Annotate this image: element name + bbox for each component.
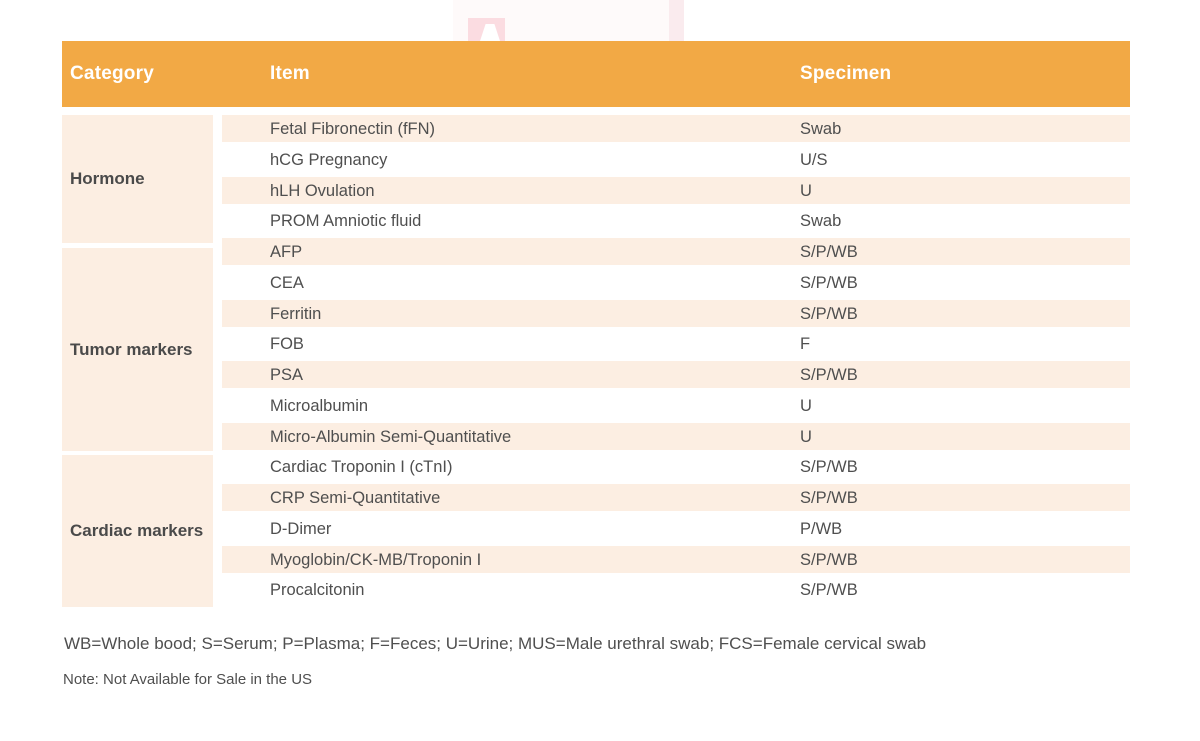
sale-note: Note: Not Available for Sale in the US — [63, 671, 313, 688]
table-row — [222, 361, 1130, 392]
pink-strip — [669, 0, 684, 41]
category-cell-hormone — [62, 115, 213, 243]
table-row — [222, 300, 1130, 331]
specimen-cell: S/P/WB — [800, 243, 858, 261]
table-row — [222, 515, 1130, 546]
item-cell: Microalbumin — [270, 396, 369, 415]
item-cell: Cardiac Troponin I (cTnI) — [270, 458, 453, 477]
item-cell: hCG Pregnancy — [270, 150, 388, 169]
category-cell-tumor-markers — [62, 248, 213, 451]
table-row — [222, 392, 1130, 423]
table-row — [222, 546, 1130, 577]
pink-box — [468, 18, 505, 41]
table-row — [222, 177, 1130, 208]
table-header-row — [62, 41, 1130, 107]
table-row — [222, 207, 1130, 238]
specimen-cell: S/P/WB — [800, 304, 858, 323]
specimen-cell: U/S — [800, 150, 828, 169]
specimen-cell: S/P/WB — [800, 366, 858, 384]
item-cell: Fetal Fibronectin (fFN) — [270, 120, 436, 138]
header-item: Item — [270, 63, 310, 84]
specimen-cell: S/P/WB — [800, 273, 858, 292]
item-cell: PSA — [270, 366, 304, 384]
category-label: Tumor markers — [70, 339, 193, 359]
table-row — [222, 115, 1130, 146]
table-row — [222, 423, 1130, 454]
table-row — [222, 453, 1130, 484]
table-row — [222, 269, 1130, 300]
item-cell: hLH Ovulation — [270, 181, 375, 200]
specimen-cell: P/WB — [800, 519, 843, 538]
table-row — [222, 238, 1130, 269]
header-category: Category — [70, 63, 154, 84]
item-cell: PROM Amniotic fluid — [270, 212, 422, 231]
item-cell: CRP Semi-Quantitative — [270, 489, 441, 507]
specimen-cell: S/P/WB — [800, 489, 858, 507]
item-cell: FOB — [270, 335, 304, 354]
item-cell: CEA — [270, 273, 304, 292]
header-specimen: Specimen — [800, 63, 892, 84]
item-cell: Myoglobin/CK-MB/Troponin I — [270, 550, 482, 569]
table-row — [222, 146, 1130, 177]
category-cell-cardiac-markers — [62, 455, 213, 607]
specimen-cell: U — [800, 396, 812, 415]
specimen-cell: S/P/WB — [800, 458, 858, 477]
specimen-cell: F — [800, 335, 811, 354]
item-cell: D-Dimer — [270, 519, 332, 538]
item-cell: Procalcitonin — [270, 581, 365, 600]
specimen-cell: S/P/WB — [800, 550, 858, 569]
table-row — [222, 484, 1130, 515]
specimen-cell: S/P/WB — [800, 581, 858, 600]
specimen-cell: Swab — [800, 120, 842, 138]
specimen-cell: Swab — [800, 212, 842, 231]
specimen-legend: WB=Whole bood; S=Serum; P=Plasma; F=Feces; U=Urine; MUS=Male urethral swab; FCS=Female cervical swab — [64, 634, 927, 653]
trapezoid-shape — [480, 24, 500, 41]
specimen-cell: U — [800, 427, 812, 446]
specimen-cell: U — [800, 181, 812, 200]
item-cell: Micro-Albumin Semi-Quantitative — [270, 427, 512, 446]
table-row — [222, 576, 1130, 607]
table-row — [222, 330, 1130, 361]
item-cell: AFP — [270, 243, 303, 261]
category-label: Cardiac markers — [70, 521, 204, 540]
item-cell: Ferritin — [270, 304, 322, 323]
category-label: Hormone — [70, 169, 145, 188]
